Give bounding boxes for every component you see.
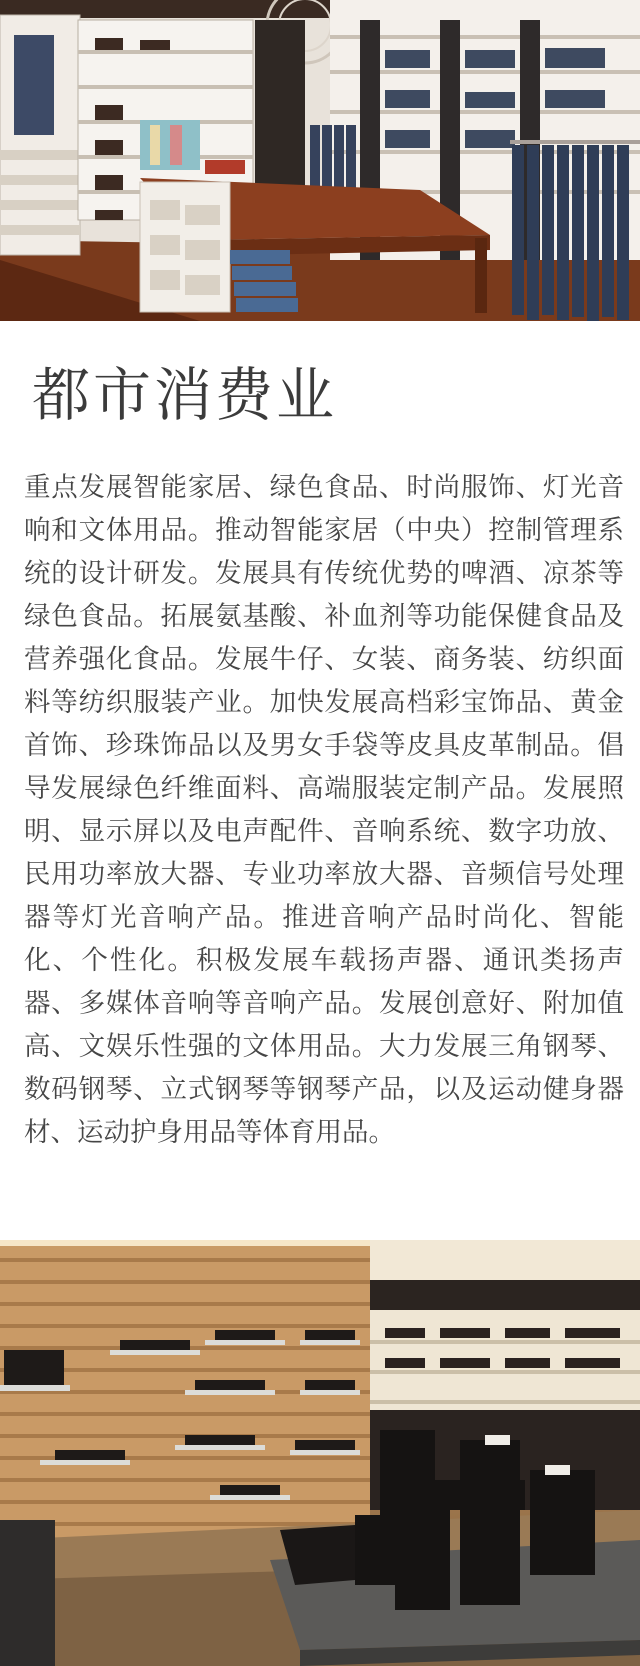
- section-heading: 都市消费业: [32, 361, 338, 429]
- clothing-store-illustration: [0, 0, 640, 321]
- clothing-store-photo: [0, 0, 640, 321]
- section-body-text: 重点发展智能家居、绿色食品、时尚服饰、灯光音响和文体用品。推动智能家居（中央）控制管理系统的设计研发。发展具有传统优势的啤酒、凉茶等绿色食品。拓展氨基酸、补血剂等功能保健食品及营养强化食品。发展牛仔、女装、商务装、纺织面料等纺织服装产业。加快发展高档彩宝饰品、黄金首饰、珍珠饰品以及男女手袋等皮具皮革制品。倡导发展绿色纤维面料、高端服装定制产品。发展照明、显示屏以及电声配件、音响系统、数字功放、民用功率放大器、专业功率放大器、音频信号处理器等灯光音响产品。推进音响产品时尚化、智能化、个性化。积极发展车载扬声器、通讯类扬声器、多媒体音响等音响产品。发展创意好、附加值高、文娱乐性强的文体用品。大力发展三角钢琴、数码钢琴、立式钢琴等钢琴产品，以及运动健身器材、运动护身用品等体育用品。: [24, 472, 624, 1148]
- audio-showroom-photo: [0, 1240, 640, 1666]
- audio-showroom-illustration: [0, 1240, 640, 1666]
